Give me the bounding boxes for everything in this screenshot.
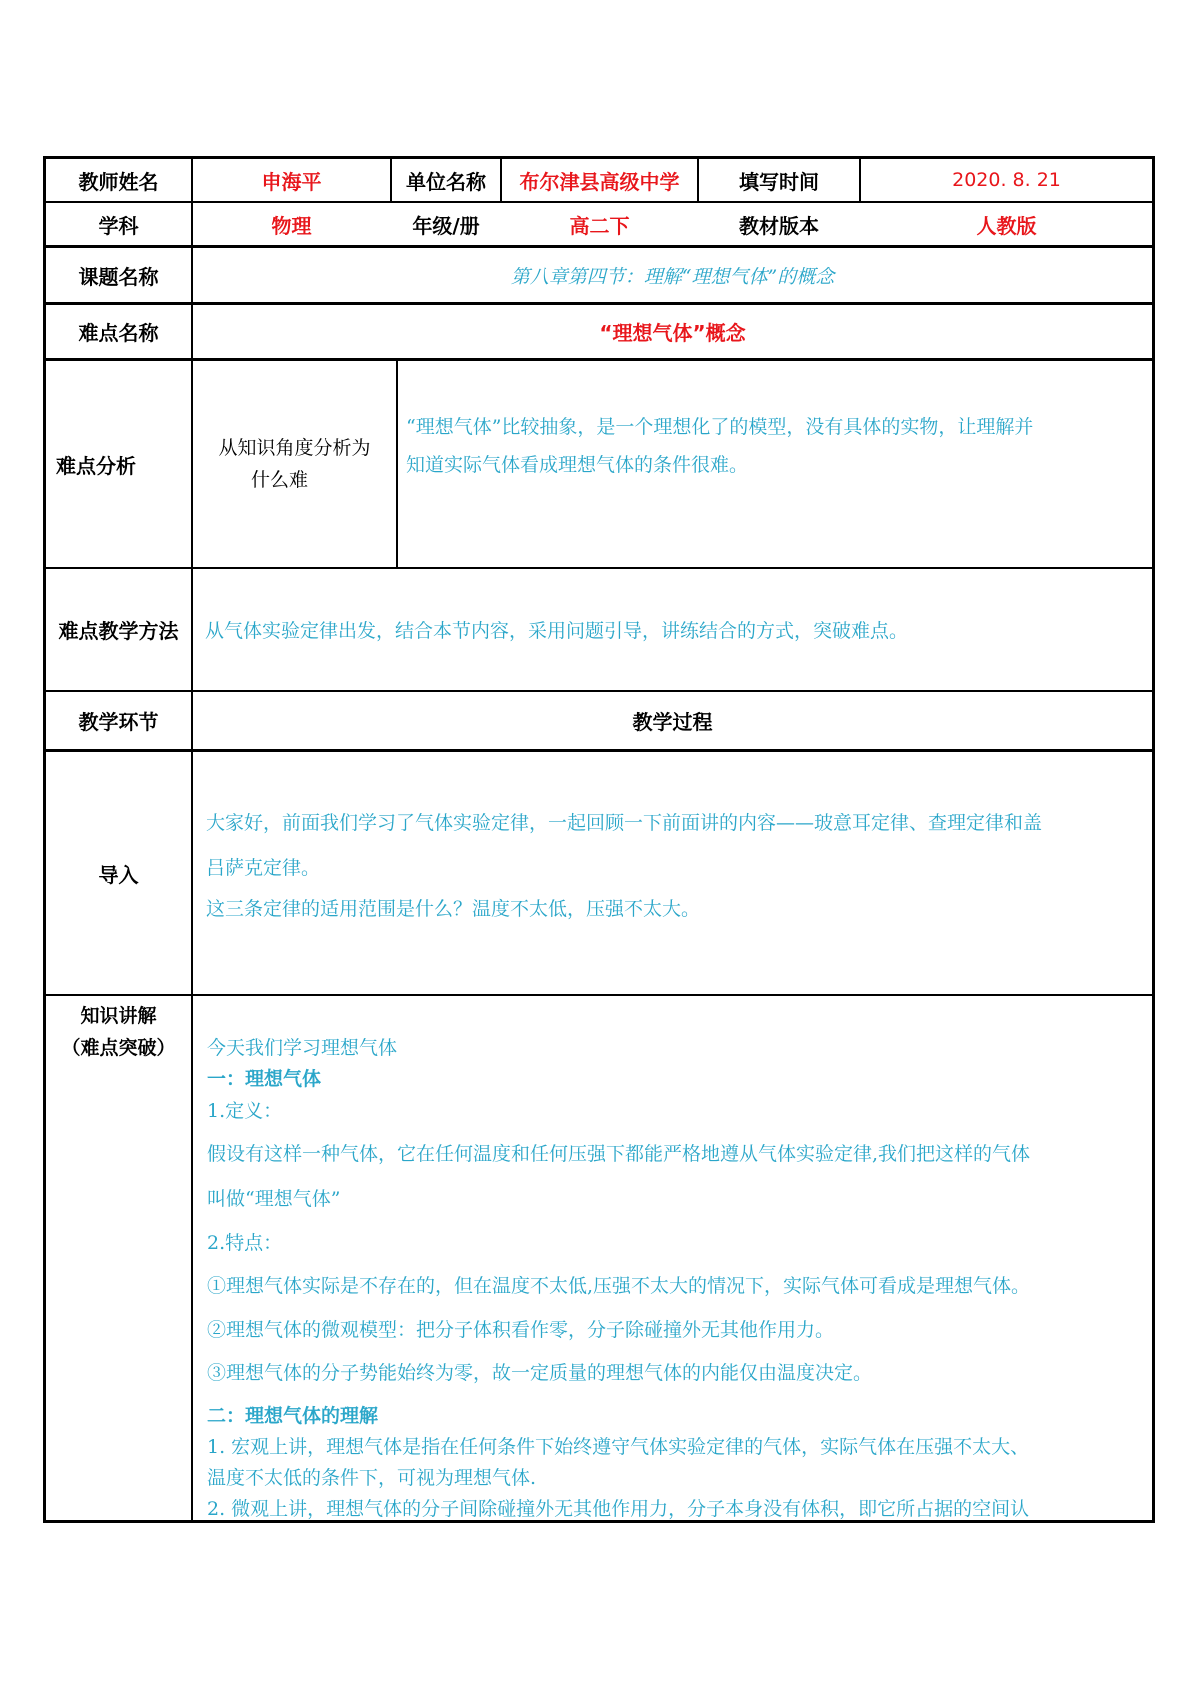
method-text: 从气体实验定律出发，结合本节内容，采用问题引导，讲练结合的方式，突破难点。	[205, 620, 909, 642]
knowledge-line: 1.定义：	[207, 1100, 283, 1122]
knowledge-label-line: （难点突破）	[61, 1037, 176, 1059]
process-header-label: 教学过程	[632, 710, 713, 734]
table-border	[43, 749, 1155, 752]
table-border	[43, 994, 1155, 996]
analysis-sub-label-line: 从知识角度分析为	[218, 437, 371, 459]
analysis-text-line: “理想气体”比较抽象，是一个理想化了的模型，没有具体的实物，让理解并	[406, 416, 1034, 438]
intro-line: 大家好，前面我们学习了气体实验定律，一起回顾一下前面讲的内容——玻意耳定律、查理定律和盖	[206, 812, 1043, 834]
unit-name-value: 布尔津县高级中学	[519, 169, 680, 194]
table-border	[1152, 156, 1155, 1523]
stage-header-label: 教学环节	[78, 710, 159, 734]
analysis-text	[406, 408, 1150, 484]
knowledge-line: 今天我们学习理想气体	[207, 1037, 398, 1059]
knowledge-line: 假设有这样一种气体，它在任何温度和任何压强下都能严格地遵从气体实验定律,我们把这样的气体	[207, 1143, 1031, 1165]
difficulty-value: “理想气体”概念	[599, 321, 746, 345]
knowledge-line: ③理想气体的分子势能始终为零，故一定质量的理想气体的内能仅由温度决定。	[207, 1362, 873, 1384]
knowledge-heading: 一：理想气体	[207, 1068, 322, 1090]
subject-value: 物理	[271, 213, 312, 238]
analysis-sub-label-line: 什么难	[250, 469, 308, 491]
grade-label: 年级/册	[412, 213, 480, 238]
topic-value: 第八章第四节：理解“理想气体”的概念	[510, 265, 835, 288]
intro-content	[206, 808, 1150, 924]
teacher-name-label: 教师姓名	[78, 169, 159, 194]
subject-label: 学科	[98, 213, 139, 238]
knowledge-label	[46, 1000, 191, 1064]
grade-value: 高二下	[569, 213, 630, 238]
analysis-label: 难点分析	[56, 453, 136, 478]
edition-value: 人教版	[976, 213, 1037, 238]
knowledge-line: ①理想气体实际是不存在的，但在温度不太低,压强不太大的情况下，实际气体可看成是理想气体。	[207, 1275, 1031, 1297]
difficulty-label: 难点名称	[78, 321, 159, 345]
intro-line: 吕萨克定律。	[206, 857, 321, 879]
analysis-sub-label	[193, 361, 396, 567]
table-border	[396, 358, 398, 569]
method-label: 难点教学方法	[58, 619, 179, 643]
analysis-text-line: 知道实际气体看成理想气体的条件很难。	[406, 454, 749, 476]
unit-name-label: 单位名称	[406, 169, 486, 194]
topic-label: 课题名称	[78, 264, 159, 289]
knowledge-line: ②理想气体的微观模型：把分子体积看作零，分子除碰撞外无其他作用力。	[207, 1319, 835, 1341]
knowledge-line: 温度不太低的条件下，可视为理想气体.	[207, 1467, 537, 1489]
knowledge-line: 1. 宏观上讲，理想气体是指在任何条件下始终遵守气体实验定律的气体，实际气体在压强不太大、	[207, 1436, 1030, 1458]
fill-date-value: 2020. 8. 21	[952, 169, 1061, 191]
edition-label: 教材版本	[739, 213, 819, 238]
knowledge-line: 2. 微观上讲，理想气体的分子间除碰撞外无其他作用力，分子本身没有体积，即它所占据的空间认	[207, 1498, 1030, 1520]
knowledge-label-line: 知识讲解	[80, 1005, 157, 1027]
knowledge-heading: 二：理想气体的理解	[207, 1405, 379, 1427]
intro-label: 导入	[98, 862, 139, 887]
intro-line: 这三条定律的适用范围是什么？温度不太低，压强不太大。	[206, 898, 701, 920]
knowledge-line: 2.特点：	[207, 1232, 283, 1254]
knowledge-line: 叫做“理想气体”	[207, 1188, 341, 1210]
teacher-name-value: 申海平	[261, 169, 322, 194]
fill-date-label: 填写时间	[739, 169, 819, 194]
